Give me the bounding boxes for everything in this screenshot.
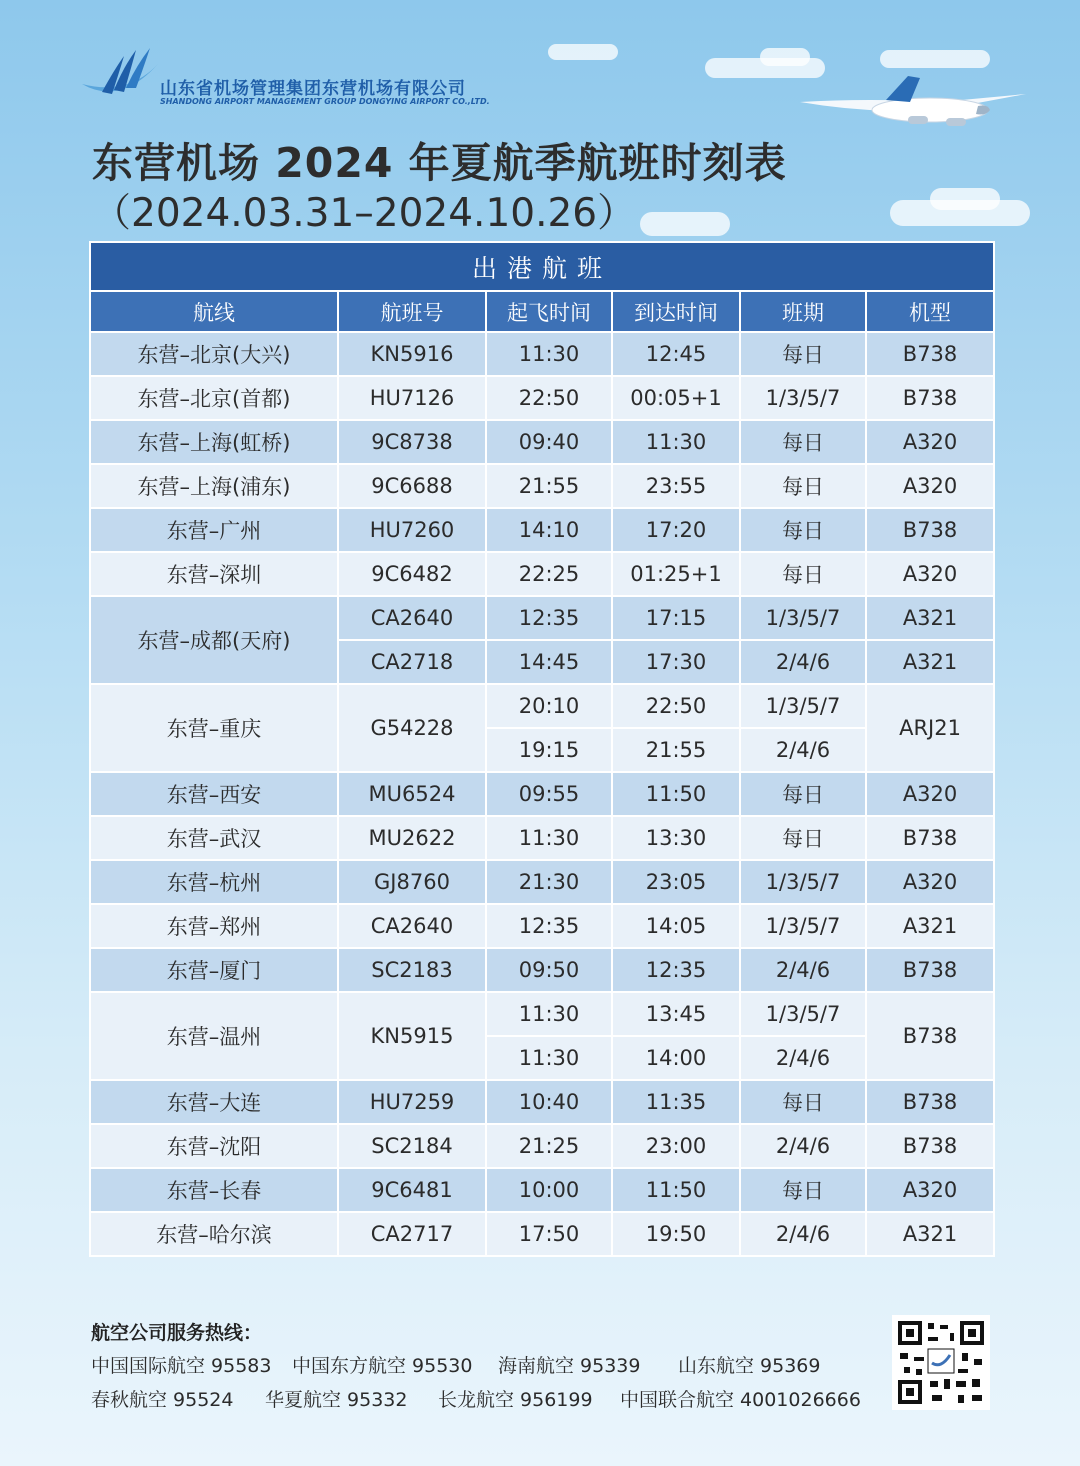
- hotline-item: 中国东方航空 95530: [292, 1355, 473, 1377]
- departure-cell: 10:00: [486, 1168, 612, 1212]
- arrival-cell: 21:55: [612, 728, 740, 772]
- flight-no-cell: SC2183: [338, 948, 486, 992]
- route-cell: 东营–哈尔滨: [90, 1212, 338, 1256]
- aircraft-cell: A321: [866, 904, 994, 948]
- aircraft-cell: B738: [866, 508, 994, 552]
- table-row: [90, 552, 994, 596]
- company-name-en: SHANDONG AIRPORT MANAGEMENT GROUP DONGYING AIRPORT CO.,LTD.: [160, 97, 490, 106]
- arrival-cell: 11:50: [612, 772, 740, 816]
- flight-no-cell: 9C6688: [338, 464, 486, 508]
- aircraft-cell: B738: [866, 992, 994, 1080]
- flight-no-cell: KN5915: [338, 992, 486, 1080]
- cloud: [640, 212, 730, 236]
- hotline-title: 航空公司服务热线：: [91, 1322, 263, 1344]
- days-cell: 1/3/5/7: [740, 992, 866, 1036]
- route-cell: 东营–西安: [90, 772, 338, 816]
- cloud: [880, 50, 990, 68]
- hotline-item: 长龙航空 956199: [438, 1389, 593, 1411]
- departure-cell: 09:40: [486, 420, 612, 464]
- aircraft-cell: B738: [866, 1124, 994, 1168]
- aircraft-cell: B738: [866, 332, 994, 376]
- departure-cell: 21:30: [486, 860, 612, 904]
- route-cell: 东营–武汉: [90, 816, 338, 860]
- aircraft-cell: A320: [866, 464, 994, 508]
- table-row: [90, 596, 994, 640]
- arrival-cell: 17:15: [612, 596, 740, 640]
- table-row: [90, 1080, 994, 1124]
- column-header-aircraft: 机型: [866, 291, 994, 332]
- column-header-departure-time: 起飞时间: [486, 291, 612, 332]
- aircraft-cell: A321: [866, 1212, 994, 1256]
- days-cell: 2/4/6: [740, 728, 866, 772]
- table-row: [90, 948, 994, 992]
- arrival-cell: 14:00: [612, 1036, 740, 1080]
- date-range: （2024.03.31–2024.10.26）: [92, 191, 637, 236]
- hotline-item: 中国联合航空 4001026666: [620, 1389, 861, 1411]
- table-row: [90, 464, 994, 508]
- aircraft-cell: A321: [866, 640, 994, 684]
- route-cell: 东营–广州: [90, 508, 338, 552]
- arrival-cell: 23:00: [612, 1124, 740, 1168]
- departure-cell: 17:50: [486, 1212, 612, 1256]
- table-row: [90, 1212, 994, 1256]
- aircraft-cell: A320: [866, 772, 994, 816]
- route-cell: 东营–北京(大兴): [90, 332, 338, 376]
- company-logo: [80, 44, 540, 114]
- hotline-item: 海南航空 95339: [498, 1355, 641, 1377]
- arrival-cell: 11:50: [612, 1168, 740, 1212]
- departure-cell: 12:35: [486, 904, 612, 948]
- flight-no-cell: CA2718: [338, 640, 486, 684]
- days-cell: 1/3/5/7: [740, 904, 866, 948]
- arrival-cell: 13:30: [612, 816, 740, 860]
- days-cell: 2/4/6: [740, 640, 866, 684]
- days-cell: 2/4/6: [740, 1124, 866, 1168]
- arrival-cell: 22:50: [612, 684, 740, 728]
- table-row: [90, 816, 994, 860]
- days-cell: 每日: [740, 552, 866, 596]
- table-banner: 出港航班: [90, 242, 994, 291]
- arrival-cell: 13:45: [612, 992, 740, 1036]
- departure-cell: 11:30: [486, 816, 612, 860]
- route-cell: 东营–北京(首都): [90, 376, 338, 420]
- departure-cell: 12:35: [486, 596, 612, 640]
- table-row: [90, 1124, 994, 1168]
- aircraft-cell: ARJ21: [866, 684, 994, 772]
- table-row: [90, 684, 994, 728]
- flight-no-cell: HU7126: [338, 376, 486, 420]
- departure-cell: 20:10: [486, 684, 612, 728]
- arrival-cell: 12:45: [612, 332, 740, 376]
- days-cell: 每日: [740, 772, 866, 816]
- cloud: [760, 48, 810, 66]
- days-cell: 2/4/6: [740, 1036, 866, 1080]
- days-cell: 1/3/5/7: [740, 860, 866, 904]
- departure-cell: 10:40: [486, 1080, 612, 1124]
- arrival-cell: 17:20: [612, 508, 740, 552]
- aircraft-cell: B738: [866, 816, 994, 860]
- flight-no-cell: 9C6482: [338, 552, 486, 596]
- aircraft-cell: B738: [866, 376, 994, 420]
- route-cell: 东营–杭州: [90, 860, 338, 904]
- aircraft-cell: B738: [866, 1080, 994, 1124]
- flight-no-cell: KN5916: [338, 332, 486, 376]
- departure-cell: 09:50: [486, 948, 612, 992]
- days-cell: 每日: [740, 420, 866, 464]
- flight-no-cell: HU7259: [338, 1080, 486, 1124]
- flight-no-cell: CA2640: [338, 904, 486, 948]
- departure-cell: 11:30: [486, 1036, 612, 1080]
- route-cell: 东营–成都(天府): [90, 596, 338, 684]
- route-cell: 东营–沈阳: [90, 1124, 338, 1168]
- cloud: [548, 44, 618, 60]
- days-cell: 2/4/6: [740, 1212, 866, 1256]
- arrival-cell: 01:25+1: [612, 552, 740, 596]
- flight-no-cell: CA2640: [338, 596, 486, 640]
- table-row: [90, 1168, 994, 1212]
- aircraft-cell: A320: [866, 1168, 994, 1212]
- route-cell: 东营–重庆: [90, 684, 338, 772]
- departure-cell: 14:10: [486, 508, 612, 552]
- route-cell: 东营–上海(浦东): [90, 464, 338, 508]
- cloud: [930, 188, 1000, 210]
- table-row: [90, 376, 994, 420]
- route-cell: 东营–深圳: [90, 552, 338, 596]
- days-cell: 每日: [740, 816, 866, 860]
- table-row: [90, 332, 994, 376]
- route-cell: 东营–大连: [90, 1080, 338, 1124]
- departure-cell: 19:15: [486, 728, 612, 772]
- departure-cell: 14:45: [486, 640, 612, 684]
- aircraft-cell: A320: [866, 860, 994, 904]
- airplane-icon: [790, 72, 1030, 142]
- column-header-route: 航线: [90, 291, 338, 332]
- arrival-cell: 17:30: [612, 640, 740, 684]
- page-title: 东营机场 2024 年夏航季航班时刻表: [92, 139, 787, 187]
- days-cell: 每日: [740, 1168, 866, 1212]
- table-row: [90, 860, 994, 904]
- departure-cell: 21:55: [486, 464, 612, 508]
- flight-no-cell: MU6524: [338, 772, 486, 816]
- arrival-cell: 23:05: [612, 860, 740, 904]
- table-row: [90, 772, 994, 816]
- company-name-cn: 山东省机场管理集团东营机场有限公司: [160, 79, 466, 99]
- arrival-cell: 19:50: [612, 1212, 740, 1256]
- route-cell: 东营–温州: [90, 992, 338, 1080]
- arrival-cell: 23:55: [612, 464, 740, 508]
- days-cell: 2/4/6: [740, 948, 866, 992]
- column-header-schedule-days: 班期: [740, 291, 866, 332]
- aircraft-cell: A320: [866, 552, 994, 596]
- flight-no-cell: GJ8760: [338, 860, 486, 904]
- route-cell: 东营–上海(虹桥): [90, 420, 338, 464]
- departure-cell: 11:30: [486, 332, 612, 376]
- days-cell: 1/3/5/7: [740, 684, 866, 728]
- departure-cell: 22:50: [486, 376, 612, 420]
- days-cell: 每日: [740, 464, 866, 508]
- table-row: [90, 904, 994, 948]
- days-cell: 每日: [740, 332, 866, 376]
- table-row: [90, 420, 994, 464]
- flight-no-cell: HU7260: [338, 508, 486, 552]
- days-cell: 每日: [740, 508, 866, 552]
- hotline-item: 春秋航空 95524: [91, 1389, 234, 1411]
- table-row: [90, 508, 994, 552]
- column-header-flight-no: 航班号: [338, 291, 486, 332]
- arrival-cell: 12:35: [612, 948, 740, 992]
- days-cell: 每日: [740, 1080, 866, 1124]
- days-cell: 1/3/5/7: [740, 596, 866, 640]
- arrival-cell: 00:05+1: [612, 376, 740, 420]
- column-header-arrival-time: 到达时间: [612, 291, 740, 332]
- days-cell: 1/3/5/7: [740, 376, 866, 420]
- departure-cell: 21:25: [486, 1124, 612, 1168]
- flight-no-cell: 9C6481: [338, 1168, 486, 1212]
- flight-no-cell: SC2184: [338, 1124, 486, 1168]
- route-cell: 东营–长春: [90, 1168, 338, 1212]
- flight-no-cell: G54228: [338, 684, 486, 772]
- departure-cell: 22:25: [486, 552, 612, 596]
- arrival-cell: 11:35: [612, 1080, 740, 1124]
- route-cell: 东营–郑州: [90, 904, 338, 948]
- logo-mark-icon: [80, 44, 160, 104]
- arrival-cell: 14:05: [612, 904, 740, 948]
- hotline-item: 华夏航空 95332: [265, 1389, 408, 1411]
- departure-cell: 11:30: [486, 992, 612, 1036]
- table-row: [90, 992, 994, 1036]
- qr-code-icon: [892, 1315, 990, 1410]
- aircraft-cell: B738: [866, 948, 994, 992]
- aircraft-cell: A321: [866, 596, 994, 640]
- hotline-item: 山东航空 95369: [678, 1355, 821, 1377]
- departure-cell: 09:55: [486, 772, 612, 816]
- route-cell: 东营–厦门: [90, 948, 338, 992]
- hotline-item: 中国国际航空 95583: [91, 1355, 272, 1377]
- departure-schedule-table: [89, 241, 995, 1257]
- aircraft-cell: A320: [866, 420, 994, 464]
- arrival-cell: 11:30: [612, 420, 740, 464]
- flight-no-cell: 9C8738: [338, 420, 486, 464]
- flight-no-cell: MU2622: [338, 816, 486, 860]
- flight-no-cell: CA2717: [338, 1212, 486, 1256]
